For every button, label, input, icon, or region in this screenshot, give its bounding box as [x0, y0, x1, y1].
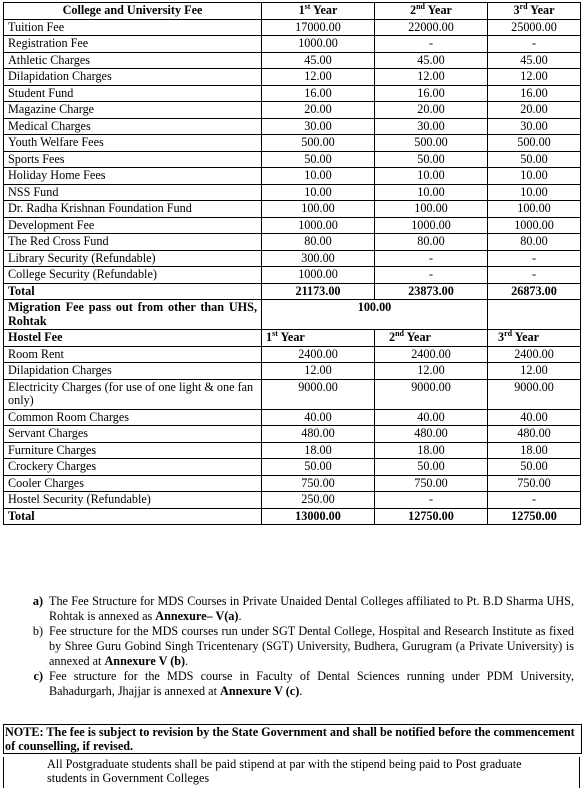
- fee-item-label: Medical Charges: [4, 118, 262, 135]
- fee-value-y1: 80.00: [262, 234, 375, 251]
- fee-value-y1: 1000.00: [262, 36, 375, 53]
- note-b-text: [49, 624, 574, 669]
- fee-value-y3: 10.00: [488, 184, 581, 201]
- fee-value-y2: 22000.00: [375, 19, 488, 36]
- fee-value-y3: 500.00: [488, 135, 581, 152]
- fee-value-y1: 40.00: [262, 409, 375, 426]
- table-row: [4, 234, 581, 251]
- fee-value-y3: 1000.00: [488, 217, 581, 234]
- fee-value-y3: 25000.00: [488, 19, 581, 36]
- college-fee-section: [4, 3, 581, 284]
- table-row: [4, 459, 581, 476]
- fee-value-y3: 16.00: [488, 85, 581, 102]
- hostel-total-y2: 12750.00: [375, 508, 488, 525]
- fee-value-y3: -: [488, 250, 581, 267]
- fee-value-y2: 2400.00: [375, 346, 488, 363]
- fee-value-y2: 12.00: [375, 69, 488, 86]
- stipend-text: All Postgraduate students shall be paid stipend at par with the stipend being paid to Post graduate students in Government Colleges: [47, 757, 522, 785]
- hostel-year-2-sup: nd: [395, 328, 404, 338]
- fee-value-y2: 45.00: [375, 52, 488, 69]
- table-row: [4, 52, 581, 69]
- fee-item-label: Student Fund: [4, 85, 262, 102]
- fee-value-y2: 40.00: [375, 409, 488, 426]
- table-row: [4, 85, 581, 102]
- table-row: [4, 426, 581, 443]
- fee-value-y3: 80.00: [488, 234, 581, 251]
- stipend-right-border: [579, 757, 580, 788]
- college-total-row: [4, 283, 581, 300]
- fee-item-label: Tuition Fee: [4, 19, 262, 36]
- year-1-num: 1: [298, 3, 305, 17]
- fee-item-label: Electricity Charges (for use of one light & one fan only): [4, 379, 262, 409]
- fee-value-y2: 100.00: [375, 201, 488, 218]
- table-row: [4, 69, 581, 86]
- hostel-year-2-word: Year: [406, 330, 431, 344]
- year-3-num: 3: [513, 3, 520, 17]
- fee-item-label: Dilapidation Charges: [4, 363, 262, 380]
- fee-value-y1: 30.00: [262, 118, 375, 135]
- hostel-total-y1: 13000.00: [262, 508, 375, 525]
- fee-value-y2: 50.00: [375, 459, 488, 476]
- year-2-header: [375, 3, 488, 20]
- note-a-tail: .: [238, 609, 242, 623]
- note-a-body: The Fee Structure for MDS Courses in Private Unaided Dental Colleges affiliated to Pt. B.D Sharma UHS, Rohtak is annexed as: [49, 594, 574, 623]
- college-total-label: Total: [4, 283, 262, 300]
- fee-value-y1: 9000.00: [262, 379, 375, 409]
- fee-value-y2: -: [375, 250, 488, 267]
- fee-value-y1: 12.00: [262, 363, 375, 380]
- note-c-annexure: Annexure V (c): [220, 684, 300, 698]
- fee-value-y2: 12.00: [375, 363, 488, 380]
- year-1-header: [262, 3, 375, 20]
- fee-item-label: Sports Fees: [4, 151, 262, 168]
- fee-item-label: Furniture Charges: [4, 442, 262, 459]
- year-2-num: 2: [410, 3, 417, 17]
- table-row: [4, 102, 581, 119]
- note-c: [3, 669, 580, 699]
- fee-value-y3: 18.00: [488, 442, 581, 459]
- fee-value-y1: 20.00: [262, 102, 375, 119]
- fee-value-y2: -: [375, 36, 488, 53]
- note-a: [3, 594, 580, 624]
- hostel-fee-header: Hostel Fee: [4, 330, 262, 347]
- hostel-year-1-num: 1: [266, 330, 273, 344]
- fee-value-y1: 45.00: [262, 52, 375, 69]
- table-row: [4, 201, 581, 218]
- table-row: [4, 151, 581, 168]
- fee-value-y3: -: [488, 492, 581, 509]
- fee-value-y1: 480.00: [262, 426, 375, 443]
- fee-value-y3: -: [488, 267, 581, 284]
- hostel-year-1-header: [262, 330, 375, 347]
- fee-value-y3: 40.00: [488, 409, 581, 426]
- college-total-y2: 23873.00: [375, 283, 488, 300]
- migration-empty-cell: [488, 300, 581, 330]
- hostel-year-3-header: [488, 330, 581, 347]
- fee-value-y3: 50.00: [488, 459, 581, 476]
- migration-label: Migration Fee pass out from other than UHS, Rohtak: [4, 300, 262, 330]
- fee-value-y2: 30.00: [375, 118, 488, 135]
- fee-value-y1: 250.00: [262, 492, 375, 509]
- fee-value-y2: 10.00: [375, 184, 488, 201]
- fee-item-label: Registration Fee: [4, 36, 262, 53]
- fee-item-label: Holiday Home Fees: [4, 168, 262, 185]
- fee-item-label: Crockery Charges: [4, 459, 262, 476]
- hostel-year-3-num: 3: [498, 330, 505, 344]
- fee-value-y3: 480.00: [488, 426, 581, 443]
- table-row: [4, 267, 581, 284]
- fee-value-y2: 1000.00: [375, 217, 488, 234]
- fee-item-label: Athletic Charges: [4, 52, 262, 69]
- fee-value-y3: 10.00: [488, 168, 581, 185]
- fee-value-y1: 16.00: [262, 85, 375, 102]
- fee-value-y1: 750.00: [262, 475, 375, 492]
- fee-value-y3: 12.00: [488, 69, 581, 86]
- fee-value-y1: 1000.00: [262, 217, 375, 234]
- table-row: [4, 492, 581, 509]
- college-fee-header-row: [4, 3, 581, 20]
- fee-value-y3: 30.00: [488, 118, 581, 135]
- note-c-body: Fee structure for the MDS course in Faculty of Dental Sciences running under PDM University, Bahadurgarh, Jhajjar is annexed at: [49, 669, 574, 698]
- hostel-fee-header-row: [4, 330, 581, 347]
- fee-value-y2: 500.00: [375, 135, 488, 152]
- fee-value-y1: 100.00: [262, 201, 375, 218]
- note-c-tail: .: [299, 684, 303, 698]
- fee-item-label: College Security (Refundable): [4, 267, 262, 284]
- fee-value-y1: 1000.00: [262, 267, 375, 284]
- college-total-y1: 21173.00: [262, 283, 375, 300]
- note-c-text: [49, 669, 574, 699]
- note-a-annexure: Annexure– V(a): [155, 609, 239, 623]
- revision-note: NOTE: The fee is subject to revision by the State Government and shall be notified before the commencement of counselling, if revised.: [3, 724, 582, 754]
- stipend-left-border: [3, 757, 4, 788]
- hostel-total-y3: 12750.00: [488, 508, 581, 525]
- hostel-year-2-header: [375, 330, 488, 347]
- note-b-annexure: Annexure V (b): [104, 654, 186, 668]
- note-a-marker: a): [32, 594, 43, 608]
- table-row: [4, 442, 581, 459]
- fee-item-label: Magazine Charge: [4, 102, 262, 119]
- note-b-body: Fee structure for the MDS courses run under SGT Dental College, Hospital and Research Institute as fixed by Shree Guru Gobind Singh Tricentenary (SGT) University, Budhera, Gurugram (a Private University) is annexed at: [49, 624, 574, 668]
- fee-item-label: Servant Charges: [4, 426, 262, 443]
- fee-value-y3: 45.00: [488, 52, 581, 69]
- fee-item-label: NSS Fund: [4, 184, 262, 201]
- table-row: [4, 409, 581, 426]
- note-b-marker: b): [32, 624, 43, 638]
- college-total-section: [4, 283, 581, 346]
- fee-item-label: Youth Welfare Fees: [4, 135, 262, 152]
- fee-value-y1: 2400.00: [262, 346, 375, 363]
- fee-item-label: Dr. Radha Krishnan Foundation Fund: [4, 201, 262, 218]
- fee-value-y2: 10.00: [375, 168, 488, 185]
- fee-item-label: Dilapidation Charges: [4, 69, 262, 86]
- migration-value: 100.00: [262, 300, 488, 330]
- fee-value-y1: 50.00: [262, 151, 375, 168]
- year-3-header: [488, 3, 581, 20]
- migration-row: [4, 300, 581, 330]
- fee-value-y3: 12.00: [488, 363, 581, 380]
- fee-value-y3: 2400.00: [488, 346, 581, 363]
- table-row: [4, 168, 581, 185]
- note-c-marker: c): [33, 669, 43, 683]
- hostel-fee-section: [4, 346, 581, 508]
- fee-value-y3: 100.00: [488, 201, 581, 218]
- hostel-year-1-sup: st: [272, 328, 278, 338]
- fee-item-label: The Red Cross Fund: [4, 234, 262, 251]
- fee-value-y1: 18.00: [262, 442, 375, 459]
- table-row: [4, 118, 581, 135]
- year-1-sup: st: [304, 1, 311, 11]
- table-row: [4, 217, 581, 234]
- fee-value-y2: 80.00: [375, 234, 488, 251]
- table-row: [4, 36, 581, 53]
- fee-value-y1: 300.00: [262, 250, 375, 267]
- fee-value-y2: 18.00: [375, 442, 488, 459]
- hostel-year-2-num: 2: [389, 330, 396, 344]
- year-2-sup: nd: [416, 1, 425, 11]
- table-row: [4, 346, 581, 363]
- fee-table: [3, 2, 581, 525]
- annexure-notes: [3, 594, 580, 699]
- fee-value-y3: 9000.00: [488, 379, 581, 409]
- fee-item-label: Hostel Security (Refundable): [4, 492, 262, 509]
- year-3-sup: rd: [519, 1, 528, 11]
- fee-value-y1: 17000.00: [262, 19, 375, 36]
- fee-value-y1: 10.00: [262, 168, 375, 185]
- fee-item-label: Development Fee: [4, 217, 262, 234]
- table-row: [4, 475, 581, 492]
- year-2-word: Year: [427, 3, 452, 17]
- note-b-tail: .: [185, 654, 189, 668]
- table-row: [4, 363, 581, 380]
- fee-value-y1: 10.00: [262, 184, 375, 201]
- fee-value-y2: 480.00: [375, 426, 488, 443]
- fee-value-y2: 20.00: [375, 102, 488, 119]
- note-b: [3, 624, 580, 669]
- table-row: [4, 135, 581, 152]
- table-row: [4, 379, 581, 409]
- fee-value-y3: -: [488, 36, 581, 53]
- fee-item-label: Room Rent: [4, 346, 262, 363]
- fee-value-y2: -: [375, 267, 488, 284]
- fee-value-y3: 50.00: [488, 151, 581, 168]
- fee-value-y2: 750.00: [375, 475, 488, 492]
- fee-value-y1: 12.00: [262, 69, 375, 86]
- fee-value-y3: 750.00: [488, 475, 581, 492]
- fee-value-y2: 9000.00: [375, 379, 488, 409]
- hostel-total-label: Total: [4, 508, 262, 525]
- fee-item-label: Library Security (Refundable): [4, 250, 262, 267]
- hostel-year-3-word: Year: [514, 330, 540, 344]
- year-3-word: Year: [530, 3, 555, 17]
- fee-item-label: Common Room Charges: [4, 409, 262, 426]
- table-row: [4, 19, 581, 36]
- note-a-text: [49, 594, 574, 624]
- hostel-year-3-sup: rd: [504, 328, 513, 338]
- college-fee-header: College and University Fee: [4, 3, 262, 20]
- table-row: [4, 184, 581, 201]
- fee-value-y2: 16.00: [375, 85, 488, 102]
- hostel-total-row: [4, 508, 581, 525]
- year-1-word: Year: [313, 3, 338, 17]
- fee-item-label: Cooler Charges: [4, 475, 262, 492]
- college-total-y3: 26873.00: [488, 283, 581, 300]
- fee-value-y2: 50.00: [375, 151, 488, 168]
- fee-value-y1: 500.00: [262, 135, 375, 152]
- fee-value-y2: -: [375, 492, 488, 509]
- table-row: [4, 250, 581, 267]
- hostel-total-section: [4, 508, 581, 525]
- hostel-year-1-word: Year: [280, 330, 305, 344]
- fee-value-y3: 20.00: [488, 102, 581, 119]
- stipend-note: [3, 757, 580, 786]
- fee-value-y1: 50.00: [262, 459, 375, 476]
